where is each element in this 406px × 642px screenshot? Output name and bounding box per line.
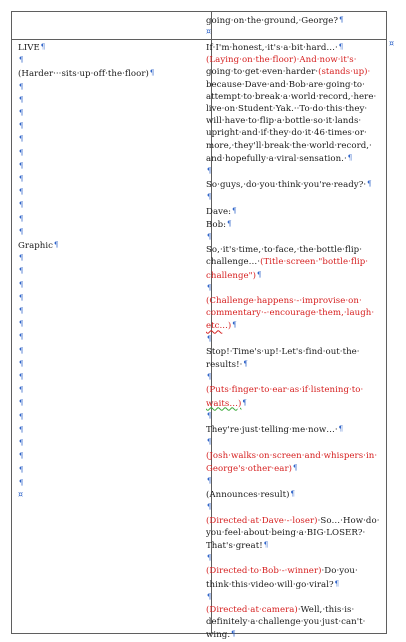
pilcrow-mark: ¶ [207,476,212,485]
stage-direction: (Directed·at·camera) [206,604,298,615]
pilcrow-mark: ¶ [290,490,296,499]
pilcrow-mark: ¶ [232,321,237,330]
text-line: wing. [206,630,231,641]
text-line: They're·just·telling·me·now…· [206,425,338,436]
pilcrow-mark: ¶ [207,438,212,447]
pilcrow-mark: ¶ [19,465,24,474]
pilcrow-mark: ¶ [19,478,24,487]
pilcrow-mark: ¶ [19,399,24,408]
pilcrow-mark: ¶ [207,503,212,512]
pilcrow-mark: ¶ [207,233,212,242]
text-line: think·this·video·will·go·viral? [206,579,334,590]
text-line: attempt·to·break·a·world·record,·here· [206,91,377,102]
pilcrow-mark: ¶ [19,56,24,65]
pilcrow-mark: ¶ [19,175,24,184]
pilcrow-mark: ¶ [19,267,24,276]
graphic-label: Graphic [18,241,54,252]
text-line: If·I'm·honest,·it's·a·bit·hard…· [206,43,338,53]
pilcrow-mark: ¶ [19,412,24,421]
cell-end-mark: ¤ [18,489,24,499]
pilcrow-mark: ¶ [19,122,24,131]
pilcrow-mark: ¶ [19,201,24,210]
text-line: upright·and·if·they·do·it·46·times·or· [206,128,367,139]
stage-direction: (Directed·at·Dave·-·loser) [206,515,318,526]
pilcrow-mark: ¶ [232,206,237,215]
pilcrow-mark: ¶ [19,214,24,223]
pilcrow-mark: ¶ [207,167,212,176]
text-line: (Announces·result) [206,490,290,501]
pilcrow-mark: ¶ [19,95,24,104]
pilcrow-mark: ¶ [19,135,24,144]
pilcrow-mark: ¶ [19,452,24,461]
text-line: ·Well,·this·is· [297,604,355,615]
pilcrow-mark: ¶ [19,373,24,382]
pilcrow-mark: ¶ [367,180,372,189]
stage-direction: (Laying·on·the·floor)·And·now·it's· [206,55,357,66]
text-line: going·to·get·even·harder· [206,67,319,78]
pilcrow-mark: ¶ [338,425,344,434]
cell-end-mark: ¤ [206,27,212,37]
pilcrow-mark: ¶ [19,161,24,170]
text-line: because·Dave·and·Bob·are·going·to· [206,79,365,90]
text-line: So·guys,·do·you·think·you're·ready?· [206,180,367,191]
pilcrow-mark: ¶ [339,16,344,24]
pilcrow-mark: ¶ [334,579,340,588]
stage-direction: (Harder···sits·up·off·the·floor) [18,69,149,80]
pilcrow-mark: ¶ [207,334,212,343]
pilcrow-mark: ¶ [19,346,24,355]
text-line: and·hopefully·a·viral·sensation.· [206,153,347,164]
stage-direction: (Title·screen·"bottle·flip· [260,257,369,268]
speaker-bob: Bob: [206,219,227,230]
pilcrow-mark: ¶ [263,540,269,549]
pilcrow-mark: ¶ [19,386,24,395]
stage-direction: ..) [222,321,232,332]
text-line: That's·great! [206,540,263,551]
pilcrow-mark: ¶ [207,592,212,601]
stage-direction: (Challenge·happens·-·improvise·on· [206,296,362,307]
text-line: definitely·a·challenge·you·just·can't· [206,617,366,628]
text-line: will·have·to·flip·a·bottle·so·it·lands· [206,116,362,127]
pilcrow-mark: ¶ [19,109,24,118]
text-line: live·on·Student·Yak.··To·do·this·they· [206,104,368,115]
pilcrow-mark: ¶ [243,360,248,369]
live-label: LIVE [18,43,40,53]
pilcrow-mark: ¶ [293,463,298,472]
pilcrow-mark: ¶ [19,227,24,236]
pilcrow-mark: ¶ [227,219,232,228]
pilcrow-mark: ¶ [40,43,46,51]
text-line: ·So…·How·do· [317,515,380,526]
pilcrow-mark: ¶ [231,630,236,639]
row-end-mark: ¤ [389,39,395,48]
pilcrow-mark: ¶ [207,193,212,202]
pilcrow-mark: ¶ [19,320,24,329]
pilcrow-mark: ¶ [19,293,24,302]
pilcrow-mark: ¶ [19,82,24,91]
pilcrow-mark: ¶ [242,398,247,407]
right-column-cell[interactable] [206,41,382,642]
pilcrow-mark: ¶ [207,554,212,563]
stage-direction: challenge") [206,270,257,281]
pilcrow-mark: ¶ [149,69,155,78]
text-line: Stop!·Time's·up!·Let's·find·out·the· [206,346,360,357]
stage-direction: (Puts·finger·to·ear·as·if·listening·to· [206,385,364,396]
pilcrow-mark: ¶ [207,283,212,292]
pilcrow-mark: ¶ [19,425,24,434]
text-line: results!· [206,360,243,371]
pilcrow-mark: ¶ [347,153,353,162]
text-line: you·feel·about·being·a·BIG·LOSER?· [206,527,366,538]
pilcrow-mark: ¶ [19,333,24,342]
text-line: So,·it's·time,·to·face,·the·bottle·flip· [206,245,363,256]
stage-direction: George's·other·ear) [206,463,293,474]
row-divider [12,39,386,40]
text-line: ·Do·you· [321,566,358,577]
pilcrow-mark: ¶ [19,359,24,368]
text-line: challenge…· [206,257,261,268]
pilcrow-mark: ¶ [54,241,59,250]
pilcrow-mark: ¶ [19,148,24,157]
stage-direction: (Directed·to·Bob·-·winner) [206,566,322,577]
pilcrow-mark: ¶ [19,280,24,289]
pilcrow-mark: ¶ [257,270,262,279]
stage-direction: (Josh·walks·on·screen·and·whispers·in· [206,450,378,461]
top-right-cell[interactable] [206,14,382,37]
text-line: more,·they'll·break·the·world·record,· [206,140,372,151]
grammar-flag: waits…) [206,398,242,409]
left-column-cell[interactable] [18,41,206,500]
pilcrow-mark: ¶ [207,411,212,420]
speaker-dave: Dave: [206,206,232,217]
pilcrow-mark: ¶ [19,439,24,448]
spelling-flag: etc. [206,321,223,332]
stage-direction: (stands·up)· [318,67,371,78]
pilcrow-mark: ¶ [19,188,24,197]
pilcrow-mark: ¶ [207,373,212,382]
script-table [11,11,387,641]
stage-direction: commentary·-·encourage·them,·laugh· [206,308,375,319]
pilcrow-mark: ¶ [19,254,24,263]
text-line: going·on·the·ground,·George? [206,16,339,26]
pilcrow-mark: ¶ [19,307,24,316]
pilcrow-mark: ¶ [338,43,344,51]
